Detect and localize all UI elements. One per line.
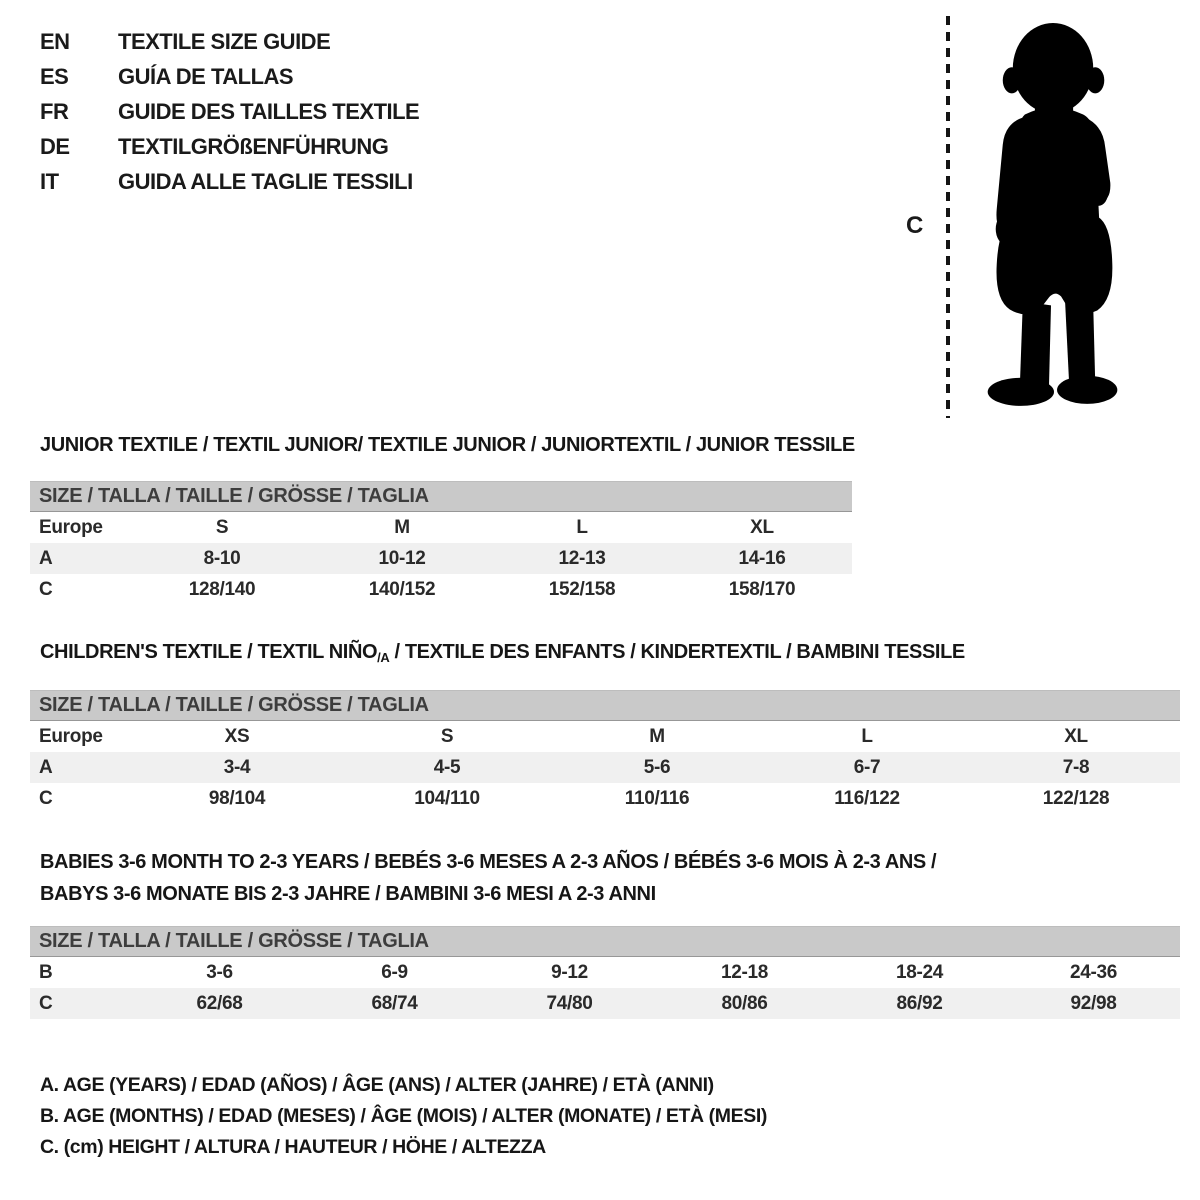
children-title-pre: CHILDREN'S TEXTILE / TEXTIL NIÑO [40, 641, 378, 663]
table-cell: 24-36 [1069, 961, 1118, 983]
table-row [30, 988, 1180, 1019]
size-header-row [30, 927, 1180, 957]
babies-section-title-line2: BABYS 3-6 MONATE BIS 2-3 JAHRE / BAMBINI 3-6 MESI A 2-3 ANNI [40, 883, 656, 905]
language-code: IT [40, 168, 59, 194]
babies-section-title-line1: BABIES 3-6 MONTH TO 2-3 YEARS / BEBÉS 3-6 MESES A 2-3 AÑOS / BÉBÉS 3-6 MOIS À 2-3 ANS / [40, 851, 937, 873]
table-cell: 122/128 [1042, 787, 1110, 809]
language-row-en [40, 24, 419, 59]
children-title-subscript: /A [377, 650, 390, 665]
table-row [30, 721, 1180, 753]
size-header-row [30, 691, 1180, 721]
legend-line-a: A. AGE (YEARS) / EDAD (AÑOS) / ÂGE (ANS) / ALTER (JAHRE) / ETÀ (ANNI) [40, 1074, 714, 1096]
table-cell: 68/74 [307, 988, 482, 1019]
language-code: FR [40, 98, 69, 124]
babies-size-table [30, 926, 1180, 1019]
table-cell: 6-7 [762, 752, 972, 783]
table-cell: 14-16 [672, 543, 852, 574]
table-cell: 104/110 [414, 787, 480, 809]
row-label: Europe [39, 725, 103, 747]
children-title-post: / TEXTILE DES ENFANTS / KINDERTEXTIL / BAMBINI TESSILE [389, 641, 965, 663]
language-row-fr [40, 94, 419, 129]
row-label: C [39, 578, 53, 600]
table-cell: 9-12 [551, 961, 588, 983]
junior-size-table [30, 481, 852, 605]
table-cell: 7-8 [972, 752, 1180, 783]
toddler-silhouette-image [960, 18, 1140, 420]
language-row-es [40, 59, 419, 94]
table-cell: 140/152 [368, 578, 436, 600]
table-cell: L [861, 725, 873, 747]
table-cell: 10-12 [312, 543, 492, 574]
table-cell: 18-24 [895, 961, 944, 983]
language-code: ES [40, 63, 69, 89]
table-row [30, 512, 852, 544]
size-header-label: SIZE / TALLA / TAILLE / GRÖSSE / TAGLIA [30, 691, 1180, 721]
table-cell: S [215, 516, 229, 538]
table-cell: M [649, 725, 665, 747]
language-row-de [40, 129, 419, 164]
table-cell: 92/98 [1007, 988, 1180, 1019]
language-row-it [40, 164, 419, 199]
table-cell: 3-4 [132, 752, 342, 783]
row-label: C [30, 988, 132, 1019]
language-code: DE [40, 133, 70, 159]
row-label: C [39, 787, 53, 809]
legend-line-b: B. AGE (MONTHS) / EDAD (MESES) / ÂGE (MOIS) / ALTER (MONATE) / ETÀ (MESI) [40, 1105, 767, 1127]
table-cell: 74/80 [482, 988, 657, 1019]
guide-title: GUIDA ALLE TAGLIE TESSILI [118, 168, 413, 194]
table-cell: 158/170 [728, 578, 796, 600]
table-row [30, 574, 852, 605]
language-title-list [40, 24, 419, 199]
table-cell: 116/122 [834, 787, 900, 809]
table-cell: L [576, 516, 588, 538]
table-cell: 110/116 [624, 787, 690, 809]
children-section-title [40, 641, 965, 665]
table-cell: XS [224, 725, 250, 747]
table-cell: 12-18 [720, 961, 769, 983]
size-header-label: SIZE / TALLA / TAILLE / GRÖSSE / TAGLIA [30, 482, 852, 512]
legend-line-c: C. (cm) HEIGHT / ALTURA / HAUTEUR / HÖHE / ALTEZZA [40, 1136, 546, 1158]
row-label: A [30, 752, 132, 783]
row-label: A [30, 543, 132, 574]
table-row [30, 752, 1180, 783]
table-cell: 98/104 [208, 787, 266, 809]
table-cell: XL [750, 516, 774, 538]
table-row [30, 957, 1180, 989]
guide-title: TEXTILE SIZE GUIDE [118, 28, 331, 54]
table-cell: 152/158 [548, 578, 616, 600]
junior-section-title: JUNIOR TEXTILE / TEXTIL JUNIOR/ TEXTILE JUNIOR / JUNIORTEXTIL / JUNIOR TESSILE [40, 434, 855, 456]
table-cell: 5-6 [552, 752, 762, 783]
height-measure-label: C [906, 212, 924, 239]
guide-title: GUÍA DE TALLAS [118, 63, 294, 89]
guide-title: TEXTILGRÖßENFÜHRUNG [118, 133, 389, 159]
table-cell: 3-6 [206, 961, 233, 983]
table-cell: XL [1064, 725, 1088, 747]
row-label: Europe [39, 516, 103, 538]
table-cell: 80/86 [657, 988, 832, 1019]
table-cell: M [394, 516, 410, 538]
language-code: EN [40, 28, 70, 54]
height-measure-dashed-line [946, 16, 950, 418]
guide-title: GUIDE DES TAILLES TEXTILE [118, 98, 420, 124]
table-cell: 8-10 [132, 543, 312, 574]
size-header-row [30, 482, 852, 512]
table-cell: 128/140 [188, 578, 256, 600]
table-cell: 62/68 [132, 988, 307, 1019]
table-cell: S [440, 725, 454, 747]
table-row [30, 783, 1180, 814]
row-label: B [39, 961, 53, 983]
measurement-legend [40, 1070, 767, 1163]
table-cell: 12-13 [492, 543, 672, 574]
table-cell: 6-9 [381, 961, 408, 983]
table-cell: 4-5 [342, 752, 552, 783]
table-row [30, 543, 852, 574]
size-header-label: SIZE / TALLA / TAILLE / GRÖSSE / TAGLIA [30, 927, 1180, 957]
table-cell: 86/92 [832, 988, 1007, 1019]
children-size-table [30, 690, 1180, 814]
